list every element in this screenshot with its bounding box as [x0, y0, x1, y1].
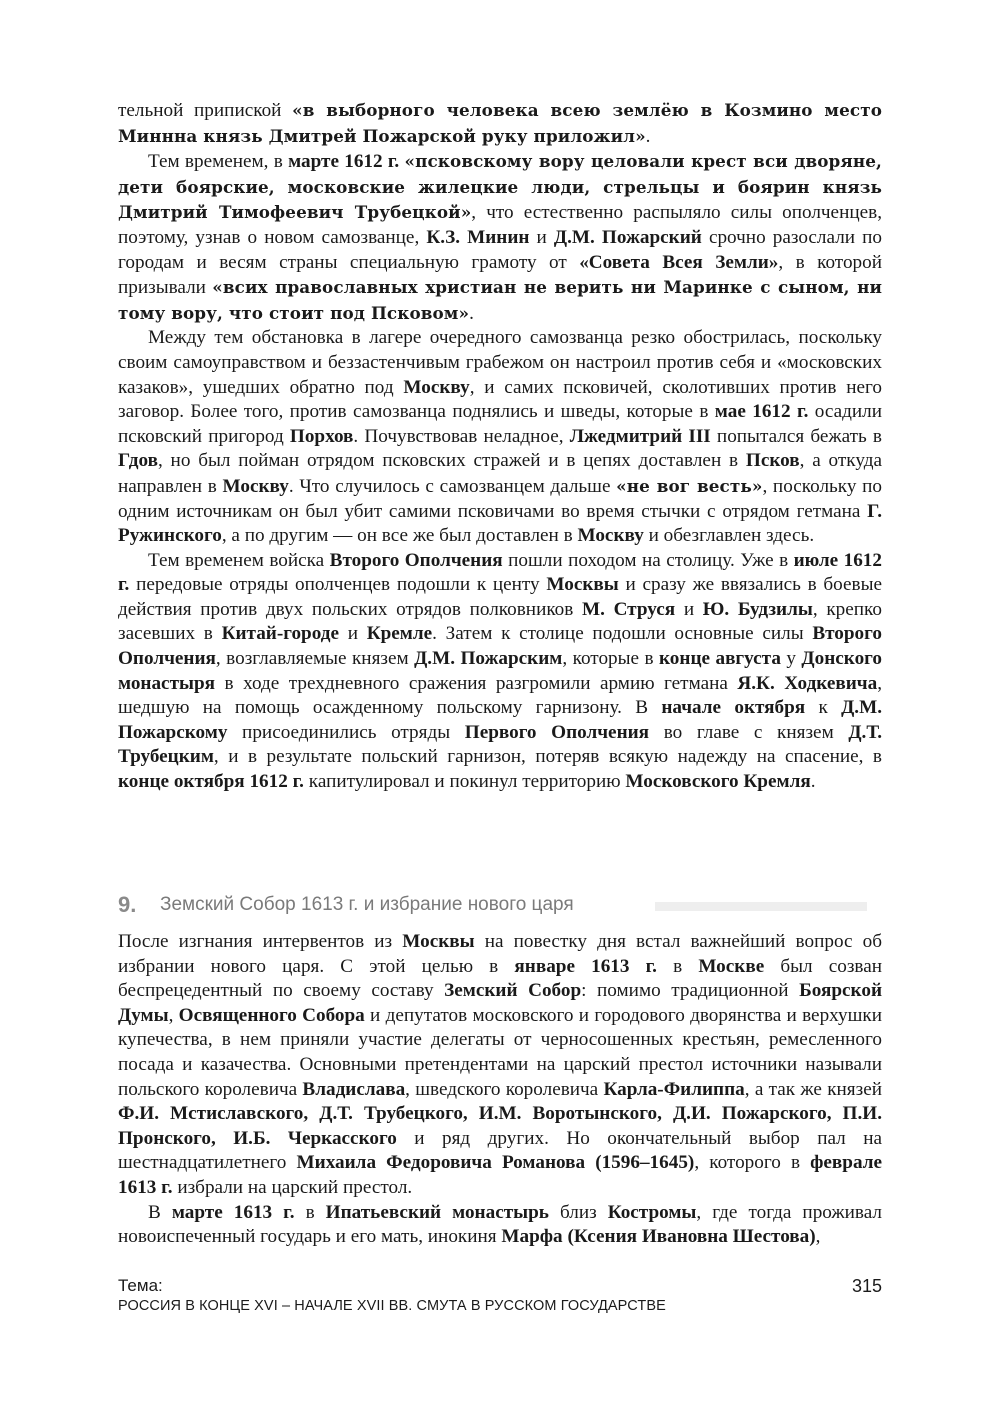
text-run: , крепко засевших в	[118, 598, 882, 645]
bold-term: Марфа (Ксения Ивановна Шестова)	[501, 1226, 816, 1248]
bold-term: марте 1613 г.	[171, 1201, 295, 1223]
bold-term: Лжедмитрий III	[569, 425, 711, 447]
paragraph-false-dmitry-iii	[118, 326, 882, 548]
page-number: 315	[851, 1276, 882, 1296]
bold-term: Москве	[698, 955, 765, 977]
paragraph-march-1612	[118, 149, 882, 326]
bold-term: Земский Собор	[444, 980, 582, 1002]
text-run: и	[529, 226, 554, 248]
section-title: Земский Собор 1613 г. и избрание нового царя	[160, 894, 574, 915]
text-run: ,	[168, 1004, 179, 1026]
old-russian-quote: «не вог весть»	[616, 475, 763, 496]
text-run: В	[148, 1201, 172, 1223]
bold-term: Московского Кремля	[625, 771, 811, 793]
text-run: , что естественно распыляло силы ополченцев, поэтому, узнав о новом самозванце,	[118, 202, 882, 248]
text-run: тельной припиской	[118, 100, 293, 121]
text-run: в ходе трехдневного сражения разгромили армию гетмана	[215, 672, 738, 694]
bold-term: Д.Т. Трубецким	[118, 721, 882, 768]
old-russian-quote: «в выборного человека всею землёю в Козмино место Миннна князь Дмитрей Пожарской руку приложил»	[118, 100, 882, 146]
bold-term: Д.М. Пожарским	[414, 648, 563, 670]
text-run: .	[645, 125, 651, 147]
text-run: и обезглавлен здесь.	[643, 525, 815, 547]
footer-topic-title: РОССИЯ В КОНЦЕ XVI – НАЧАЛЕ XVII ВВ. СМУТА В РУССКОМ ГОСУДАРСТВЕ	[118, 1298, 666, 1314]
text-run: : помимо традиционной	[581, 980, 800, 1002]
bold-term: Д.М. Пожарский	[553, 226, 702, 248]
text-run: и ряд других. Но окончательный выбор пал на шестнадцатилетнего	[118, 1127, 883, 1174]
text-run: Между тем обстановка в лагере очередного самозванца резко обострилась, поскольку своим самоуправством и беззастенчивым грабежом он настроил против себя и «московских казаков», ушедших обратно под	[118, 327, 882, 398]
bold-term: мае 1612 г.	[714, 401, 809, 423]
text-run: у	[780, 648, 802, 670]
section-text-block	[118, 930, 882, 1250]
bold-term: конце октября 1612 г.	[118, 771, 304, 793]
bold-term: начале октября	[661, 697, 806, 719]
bold-term: Костромы	[607, 1201, 697, 1223]
text-run: , поскольку по одним источникам он был убит самими псковичами во время стычки с отрядом гетмана	[118, 475, 882, 522]
text-run: к	[805, 697, 842, 719]
text-run: .	[469, 302, 474, 324]
paragraph-second-militia	[118, 549, 882, 795]
bold-term: К.З. Минин	[426, 226, 530, 248]
text-run: , и в результате польский гарнизон, потеряв всякую надежду на спасение, в	[213, 746, 882, 768]
section-heading-rule	[655, 902, 867, 911]
text-run: Тем временем, в	[148, 151, 289, 173]
text-run: , шведского королевича	[405, 1078, 604, 1100]
text-run: и сразу же ввязались в боевые действия против двух польских отрядов полковников	[118, 574, 882, 620]
text-run: , а так же князей	[744, 1078, 882, 1100]
bold-term: Первого Ополчения	[464, 721, 650, 743]
footer-topic-label: Тема:	[118, 1276, 163, 1295]
text-run: , и самих псковичей, сколотивших против него заговор. Более того, против самозванца поднялись и шведы, которые в	[118, 376, 882, 423]
bold-term: Г. Ружинского	[118, 500, 882, 547]
bold-term: Ипатьевский монастырь	[325, 1201, 549, 1223]
text-run: , а по другим — он все же был доставлен в	[221, 525, 578, 547]
text-run: и	[675, 598, 703, 620]
text-run: , но был пойман отрядом псковских стражей и в цепях доставлен в	[157, 450, 746, 472]
text-run: ,	[815, 1226, 821, 1248]
bold-term: Боярской Думы	[118, 980, 883, 1026]
text-run: попытался бежать в	[710, 425, 882, 447]
text-run: и депутатов московского и городового дворянства и верхушки купечества, в нем приняли участие делегаты от черносошенных крестьян, ремесленного посада и казачества. Основными претендентами на царский престол источники называли польского королевича	[118, 1004, 882, 1100]
text-run: передовые отряды ополченцев подошли к центу	[129, 574, 547, 596]
bold-term: феврале 1613 г.	[118, 1152, 883, 1198]
text-run: . Почувствовав неладное,	[353, 425, 570, 447]
main-text-block	[118, 98, 882, 795]
text-run: срочно разослали по городам и весям страны специальную грамоту от	[118, 226, 883, 273]
text-run: , которого в	[694, 1152, 811, 1174]
text-run: , возглавляемые князем	[215, 648, 415, 670]
text-run: капитулировал и покинул территорию	[303, 771, 626, 793]
bold-term: Москвы	[546, 574, 619, 596]
text-run: в	[294, 1201, 326, 1223]
bold-term: Москву	[577, 525, 644, 547]
bold-term: Донского монастыря	[118, 648, 883, 694]
text-run: близ	[548, 1201, 608, 1223]
bold-term: Д.М. Пожарскому	[118, 697, 883, 743]
text-run: во главе с князем	[649, 721, 849, 743]
bold-term: Ф.И. Мстиславского, Д.Т. Трубецкого, И.М. Воротынского, Д.И. Пожарского, П.И. Пронского, И.Б. Черкасского	[118, 1103, 882, 1149]
bold-term: Михаила Федоровича Романова (1596–1645)	[296, 1152, 695, 1174]
bold-term: Кремле	[366, 623, 433, 645]
bold-term: Владислава	[302, 1078, 406, 1100]
bold-term: Второго Ополчения	[118, 623, 882, 670]
text-run: присоединились отряды	[227, 721, 465, 743]
bold-term: январе 1613 г.	[514, 955, 657, 977]
bold-term: «Совета Всея Земли»	[579, 251, 779, 273]
section-number: 9.	[118, 892, 137, 917]
bold-term: Я.К. Ходкевича	[737, 672, 878, 694]
text-run: Тем временем войска	[148, 549, 330, 571]
paragraph-continuation	[118, 98, 882, 149]
bold-term: М. Струся	[582, 598, 676, 620]
text-run: был созван беспрецедентный по своему составу	[118, 955, 883, 1002]
text-run: на повестку дня встал важнейший вопрос об избрании нового царя. С этой целью в	[118, 931, 882, 977]
text-run: , шедшую на помощь осажденному польскому гарнизону. В	[118, 672, 882, 719]
text-run: избрали на царский престол.	[172, 1176, 413, 1198]
text-run: в	[656, 955, 699, 977]
text-run: . Затем к столице подошли основные силы	[432, 623, 813, 645]
bold-term: Ю. Будзилы	[702, 598, 813, 620]
text-run: , в которой призывали	[118, 251, 882, 299]
text-run: пошли походом на столицу. Уже в	[502, 549, 794, 571]
old-russian-quote: «псковскому вору целовали крест вси дворяне, дети боярские, московские жилецкие люди, стрельцы и боярин князь Дмитрий Тимофеевич Трубецкой»	[118, 151, 882, 223]
bold-term: Псков	[745, 450, 800, 472]
text-run: .	[810, 771, 816, 793]
bold-term: Москву	[403, 376, 470, 398]
bold-term: конце августа	[659, 648, 781, 670]
bold-term: Китай-городе	[221, 623, 339, 645]
bold-term: Гдов	[118, 450, 158, 472]
text-run: . Что случилось с самозванцем дальше	[288, 475, 617, 497]
text-run: и	[339, 623, 367, 645]
paragraph-zemsky-sobor	[118, 930, 882, 1201]
text-run: , где тогда проживал новоиспеченный государь и его мать, инокиня	[118, 1201, 882, 1248]
bold-term: Москву	[222, 475, 289, 497]
bold-term: Карла-Филиппа	[603, 1078, 745, 1100]
bold-term: июле 1612 г.	[118, 549, 882, 596]
bold-term: Второго Ополчения	[329, 549, 503, 571]
text-run: После изгнания интервентов из	[118, 931, 403, 952]
bold-term: Освященного Собора	[178, 1004, 365, 1026]
section-heading	[118, 892, 882, 920]
bold-term: Москвы	[402, 931, 475, 952]
text-run: , которые в	[562, 648, 659, 670]
paragraph-ipatiev-monastery	[118, 1201, 882, 1250]
old-russian-quote: «всих православных христиан не верить ни Маринке с сыном, ни тому вору, что стоит под Псковом»	[118, 277, 882, 323]
text-run: , а откуда направлен в	[118, 450, 882, 497]
text-run: осадили псковский пригород	[118, 401, 882, 447]
bold-term: марте 1612 г.	[288, 151, 400, 173]
bold-term: Порхов	[289, 425, 354, 447]
